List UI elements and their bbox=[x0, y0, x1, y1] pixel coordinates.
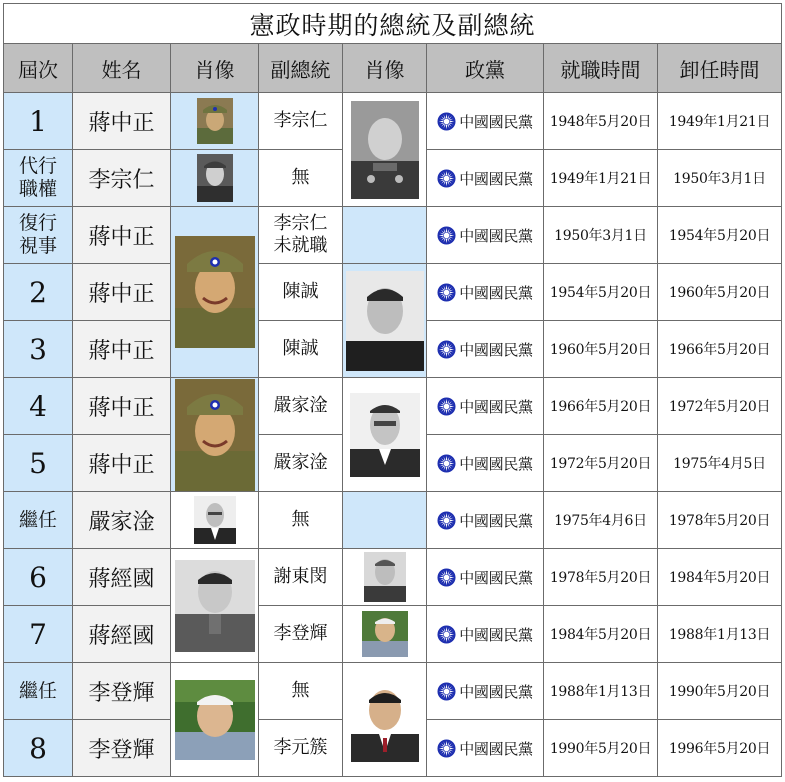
vice-president-name: 李宗仁 bbox=[259, 93, 343, 150]
start-date: 1972年5月20日 bbox=[544, 435, 658, 492]
vp-portrait-cell bbox=[343, 549, 427, 606]
kmt-emblem-icon bbox=[437, 112, 456, 131]
term-cell: 3 bbox=[4, 321, 73, 378]
president-portrait-cell bbox=[171, 93, 259, 150]
kmt-emblem-icon bbox=[437, 397, 456, 416]
end-date: 1960年5月20日 bbox=[658, 264, 782, 321]
term-cell: 7 bbox=[4, 606, 73, 663]
kmt-emblem-icon bbox=[437, 739, 456, 758]
president-name: 嚴家淦 bbox=[73, 492, 171, 549]
term-cell: 繼任 bbox=[4, 663, 73, 720]
president-name: 蔣中正 bbox=[73, 378, 171, 435]
table-row bbox=[4, 606, 782, 663]
president-portrait-cell bbox=[171, 663, 259, 777]
portrait-photo bbox=[350, 393, 420, 477]
vp-portrait-cell bbox=[343, 492, 427, 549]
party-name: 中國國民黨 bbox=[459, 397, 533, 416]
vice-president-name: 陳誠 bbox=[259, 264, 343, 321]
term-cell: 2 bbox=[4, 264, 73, 321]
party-name: 中國國民黨 bbox=[459, 169, 533, 188]
presidents-table-container bbox=[3, 3, 781, 777]
term-cell: 繼任 bbox=[4, 492, 73, 549]
term-cell: 5 bbox=[4, 435, 73, 492]
start-date: 1950年3月1日 bbox=[544, 207, 658, 264]
vice-president-name: 嚴家淦 bbox=[259, 378, 343, 435]
kmt-emblem-icon bbox=[437, 625, 456, 644]
start-date: 1978年5月20日 bbox=[544, 549, 658, 606]
portrait-photo bbox=[175, 680, 255, 760]
portrait-photo bbox=[175, 236, 255, 348]
vice-president-name: 嚴家淦 bbox=[259, 435, 343, 492]
party-name: 中國國民黨 bbox=[459, 511, 533, 530]
table-row bbox=[4, 378, 782, 435]
vice-president-name: 李登輝 bbox=[259, 606, 343, 663]
start-date: 1975年4月6日 bbox=[544, 492, 658, 549]
party-cell bbox=[427, 207, 544, 264]
end-date: 1988年1月13日 bbox=[658, 606, 782, 663]
party-name: 中國國民黨 bbox=[459, 625, 533, 644]
term-cell: 1 bbox=[4, 93, 73, 150]
presidents-table bbox=[3, 3, 782, 777]
header-start-date: 就職時間 bbox=[544, 44, 658, 93]
vice-president-name: 無 bbox=[259, 663, 343, 720]
term-cell: 6 bbox=[4, 549, 73, 606]
header-portrait: 肖像 bbox=[171, 44, 259, 93]
party-cell bbox=[427, 150, 544, 207]
kmt-emblem-icon bbox=[437, 682, 456, 701]
vice-president-name: 李元簇 bbox=[259, 720, 343, 777]
vp-portrait-cell bbox=[343, 663, 427, 777]
kmt-emblem-icon bbox=[437, 340, 456, 359]
term-cell: 復行 視事 bbox=[4, 207, 73, 264]
vice-president-name: 陳誠 bbox=[259, 321, 343, 378]
president-portrait-cell bbox=[171, 378, 259, 492]
portrait-photo bbox=[197, 98, 233, 144]
president-name: 蔣中正 bbox=[73, 207, 171, 264]
vice-president-name: 李宗仁 未就職 bbox=[259, 207, 343, 264]
kmt-emblem-icon bbox=[437, 226, 456, 245]
start-date: 1966年5月20日 bbox=[544, 378, 658, 435]
president-name: 蔣經國 bbox=[73, 606, 171, 663]
party-cell bbox=[427, 606, 544, 663]
vice-president-name: 無 bbox=[259, 150, 343, 207]
header-party: 政黨 bbox=[427, 44, 544, 93]
president-portrait-cell bbox=[171, 150, 259, 207]
end-date: 1996年5月20日 bbox=[658, 720, 782, 777]
portrait-photo bbox=[197, 154, 233, 202]
president-name: 蔣經國 bbox=[73, 549, 171, 606]
header-end-date: 卸任時間 bbox=[658, 44, 782, 93]
portrait-photo bbox=[175, 379, 255, 491]
vp-portrait-cell bbox=[343, 606, 427, 663]
vp-portrait-cell bbox=[343, 93, 427, 207]
portrait-photo bbox=[346, 271, 424, 371]
end-date: 1990年5月20日 bbox=[658, 663, 782, 720]
kmt-emblem-icon bbox=[437, 568, 456, 587]
president-name: 李宗仁 bbox=[73, 150, 171, 207]
end-date: 1975年4月5日 bbox=[658, 435, 782, 492]
party-cell bbox=[427, 378, 544, 435]
party-name: 中國國民黨 bbox=[459, 682, 533, 701]
president-name: 蔣中正 bbox=[73, 93, 171, 150]
president-name: 蔣中正 bbox=[73, 321, 171, 378]
table-row bbox=[4, 549, 782, 606]
kmt-emblem-icon bbox=[437, 283, 456, 302]
vice-president-name: 無 bbox=[259, 492, 343, 549]
party-cell bbox=[427, 435, 544, 492]
end-date: 1950年3月1日 bbox=[658, 150, 782, 207]
vp-portrait-cell bbox=[343, 207, 427, 264]
president-name: 李登輝 bbox=[73, 720, 171, 777]
kmt-emblem-icon bbox=[437, 169, 456, 188]
party-name: 中國國民黨 bbox=[459, 454, 533, 473]
party-cell bbox=[427, 321, 544, 378]
start-date: 1984年5月20日 bbox=[544, 606, 658, 663]
header-vp-portrait: 肖像 bbox=[343, 44, 427, 93]
start-date: 1988年1月13日 bbox=[544, 663, 658, 720]
header-row bbox=[4, 44, 782, 93]
portrait-photo bbox=[351, 678, 419, 762]
president-portrait-cell bbox=[171, 549, 259, 663]
party-name: 中國國民黨 bbox=[459, 739, 533, 758]
vp-portrait-cell bbox=[343, 264, 427, 378]
portrait-photo bbox=[362, 611, 408, 657]
end-date: 1984年5月20日 bbox=[658, 549, 782, 606]
table-row bbox=[4, 207, 782, 264]
table-title: 憲政時期的總統及副總統 bbox=[4, 4, 782, 44]
header-vice-president: 副總統 bbox=[259, 44, 343, 93]
start-date: 1949年1月21日 bbox=[544, 150, 658, 207]
term-cell: 8 bbox=[4, 720, 73, 777]
vice-president-name: 謝東閔 bbox=[259, 549, 343, 606]
portrait-photo bbox=[351, 101, 419, 199]
start-date: 1954年5月20日 bbox=[544, 264, 658, 321]
party-cell bbox=[427, 492, 544, 549]
party-cell bbox=[427, 663, 544, 720]
end-date: 1966年5月20日 bbox=[658, 321, 782, 378]
term-cell: 4 bbox=[4, 378, 73, 435]
party-name: 中國國民黨 bbox=[459, 340, 533, 359]
party-name: 中國國民黨 bbox=[459, 226, 533, 245]
kmt-emblem-icon bbox=[437, 511, 456, 530]
end-date: 1949年1月21日 bbox=[658, 93, 782, 150]
table-row bbox=[4, 663, 782, 720]
portrait-photo bbox=[194, 496, 236, 544]
vp-portrait-cell bbox=[343, 378, 427, 492]
header-name: 姓名 bbox=[73, 44, 171, 93]
header-term: 屆次 bbox=[4, 44, 73, 93]
portrait-photo bbox=[364, 552, 406, 602]
term-cell: 代行 職權 bbox=[4, 150, 73, 207]
table-row bbox=[4, 264, 782, 321]
kmt-emblem-icon bbox=[437, 454, 456, 473]
end-date: 1954年5月20日 bbox=[658, 207, 782, 264]
president-name: 李登輝 bbox=[73, 663, 171, 720]
party-cell bbox=[427, 720, 544, 777]
president-portrait-cell bbox=[171, 492, 259, 549]
president-portrait-cell bbox=[171, 207, 259, 378]
party-name: 中國國民黨 bbox=[459, 568, 533, 587]
start-date: 1960年5月20日 bbox=[544, 321, 658, 378]
table-row bbox=[4, 93, 782, 150]
president-name: 蔣中正 bbox=[73, 264, 171, 321]
portrait-photo bbox=[175, 560, 255, 652]
start-date: 1990年5月20日 bbox=[544, 720, 658, 777]
president-name: 蔣中正 bbox=[73, 435, 171, 492]
end-date: 1972年5月20日 bbox=[658, 378, 782, 435]
party-cell bbox=[427, 549, 544, 606]
party-name: 中國國民黨 bbox=[459, 112, 533, 131]
party-cell bbox=[427, 264, 544, 321]
table-row bbox=[4, 492, 782, 549]
party-name: 中國國民黨 bbox=[459, 283, 533, 302]
start-date: 1948年5月20日 bbox=[544, 93, 658, 150]
end-date: 1978年5月20日 bbox=[658, 492, 782, 549]
party-cell bbox=[427, 93, 544, 150]
